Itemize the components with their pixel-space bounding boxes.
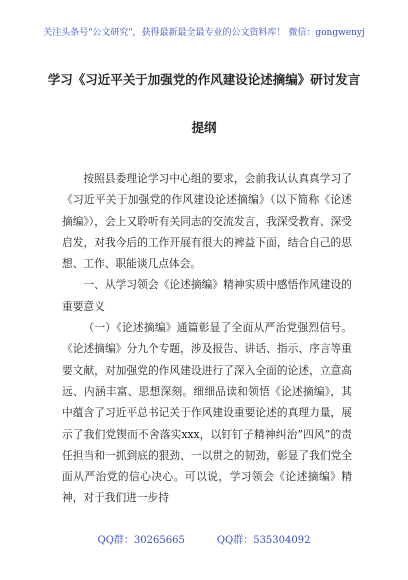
document-body <box>62 168 352 509</box>
section-heading: 提纲 <box>191 120 217 135</box>
footer-qq-group-1: QQ群：30265665 <box>97 535 185 546</box>
footer <box>0 531 408 546</box>
paragraph-intro: 按照县委理论学习中心组的要求，会前我认认真真学习了《习近平关于加强党的作风建设论述摘编》（以下简称《论述摘编》），会上又聆听有关同志的交流发言，我深受教育、深受启发，对我今后的工作开展有很大的裨益下面，结合自己的思想、工作、职能谈几点体会。 <box>62 172 352 271</box>
footer-qq-group-2: QQ群：535304092 <box>216 535 311 546</box>
document-title: 学习《习近平关于加强党的作风建设论述摘编》研讨发言 <box>47 72 361 87</box>
paragraph-point-one: （一）《论述摘编》通篇彰显了全面从严治党强烈信号。《论述摘编》分九个专题，涉及报告、讲话、指示、序言等重要文献，对加强党的作风建设进行了深入全面的论述，立意高远、内涵丰富、思想深刻。细细品读和领悟《论述摘编》，其中蕴含了习近平总书记关于作风建设重要论述的真理力量，展示了我们党锲而不舍落实xxx，以钉钉子精神纠治”四风”的责任担当和一抓到底的狠劲、一以贯之的韧劲，彰显了我们党全面从严治党的信心决心。可以说，学习领会《论述摘编》精神，对于我们进一步持 <box>62 321 352 505</box>
paragraph-section-one-heading: 一、从学习领会《论述摘编》精神实质中感悟作风建设的重要意义 <box>62 278 352 313</box>
header-banner: 关注头条号"公文研究"，获得最新最全最专业的公文资料库！ 微信：gongwenyj <box>43 28 365 38</box>
